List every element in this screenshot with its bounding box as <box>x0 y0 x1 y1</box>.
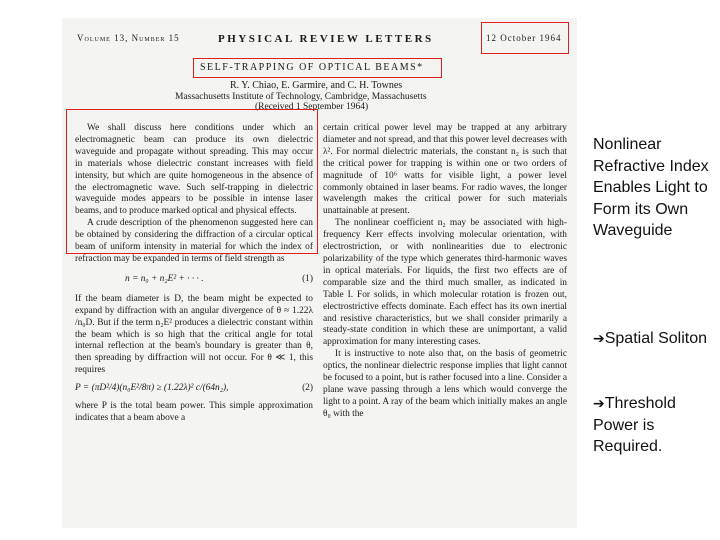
right-arrow-icon: ➔ <box>593 330 605 346</box>
equation-1-text: n = n₀ + n₂E² + · · · . <box>125 273 204 284</box>
left-paragraph-1: We shall discuss here conditions under which an electromagnetic beam can produce its own dielectric waveguide and propagate without spreading. This may occur in materials whose dielectric constant increases with field intensity, but which are quite homogeneous in the absence of the electromagnetic wave. Such self-trapping in dielectric waveguide modes appears to be possible in intense laser beams, and to produce marked optical and physical effects. <box>75 123 313 217</box>
highlight-title-box <box>193 58 442 78</box>
article-institution: Massachusetts Institute of Technology, Cambridge, Massachusetts <box>175 92 427 102</box>
right-column <box>323 123 567 421</box>
annotation-soliton <box>593 328 713 350</box>
highlight-paragraph-box <box>66 109 318 254</box>
equation-2-text: P = (πD²/4)(n₀E²/8π) ≥ (1.22λ)² c/(64n₂), <box>75 383 229 394</box>
journal-name: PHYSICAL REVIEW LETTERS <box>218 33 434 45</box>
article-received: (Received 1 September 1964) <box>255 102 369 112</box>
journal-date: 12 October 1964 <box>486 33 562 43</box>
annotation-threshold <box>593 393 718 458</box>
highlight-date-box <box>481 22 569 54</box>
equation-2 <box>75 383 313 395</box>
equation-1 <box>125 274 313 286</box>
journal-volume: Volume 13, Number 15 <box>77 33 180 43</box>
equation-1-number: (1) <box>302 273 313 284</box>
annotation-waveguide: Nonlinear Refractive Index Enables Light to Form its Own Waveguide <box>593 136 709 239</box>
annotation-soliton-text: Spatial Soliton <box>604 330 708 347</box>
right-arrow-icon: ➔ <box>593 395 605 411</box>
left-paragraph-2: A crude description of the phenomenon suggested here can be obtained by considering the diffraction of a circular optical beam of uniform intensity in material for which the index of refraction may be expanded in terms of field strength as <box>75 218 313 264</box>
right-paragraph-3: It is instructive to note also that, on the basis of geometric optics, the nonlinear dielectric response implies that light cannot be focused to a point, but is rather focused into a line. Consider a plane wave passing through a lens which would converge the light to a point. A ray of the beam which initially makes an angle θ₀ with the <box>323 349 567 419</box>
equation-2-number: (2) <box>302 383 313 394</box>
left-paragraph-3: If the beam diameter is D, the beam might be expected to expand by diffraction with an angular divergence of θ ≈ 1.22λ /n₀D. But if the term n₂E² produces a dielectric constant within the beam which is so high that the critical angle for total internal reflection at the beam's boundary is greater than θ, then spreading by diffraction will not occur. For θ ≪ 1, this requires <box>75 293 313 376</box>
right-paragraph-1: certain critical power level may be trapped at any arbitrary diameter and not spread, and that this power level decreases with λ². For normal dielectric materials, the constant n₂ is such that the critical power for trapping is within one or two orders of magnitude of 10⁶ watts for visible light, a power level commonly obtained in laser beams. For radio waves, the longer wavelength makes the critical power for such materials unattainable at present. <box>323 123 567 217</box>
annotation-threshold-text: Threshold Power is Required. <box>593 395 676 455</box>
article-authors: R. Y. Chiao, E. Garmire, and C. H. Townes <box>230 80 403 91</box>
right-paragraph-2: The nonlinear coefficient n₂ may be associated with high-frequency Kerr effects involving molecular orientation, with electrostriction, or with nonlinearities due to electronic polarizability of the type which generates third-harmonic waves in optical materials. For liquids, the first two effects are of comparable size and the third much smaller, as indicated in Table I. For solids, in which molecular rotation is frozen out, electrostrictive effects dominate. Each effect has its own inertial and resistive characteristics, but we shall consider primarily a steady-state condition in which these are unimportant, a valid approximation for many interesting cases. <box>323 218 567 348</box>
article-title: SELF-TRAPPING OF OPTICAL BEAMS* <box>200 62 424 73</box>
left-paragraph-4: where P is the total beam power. This simple approximation indicates that a beam above a <box>75 401 313 423</box>
